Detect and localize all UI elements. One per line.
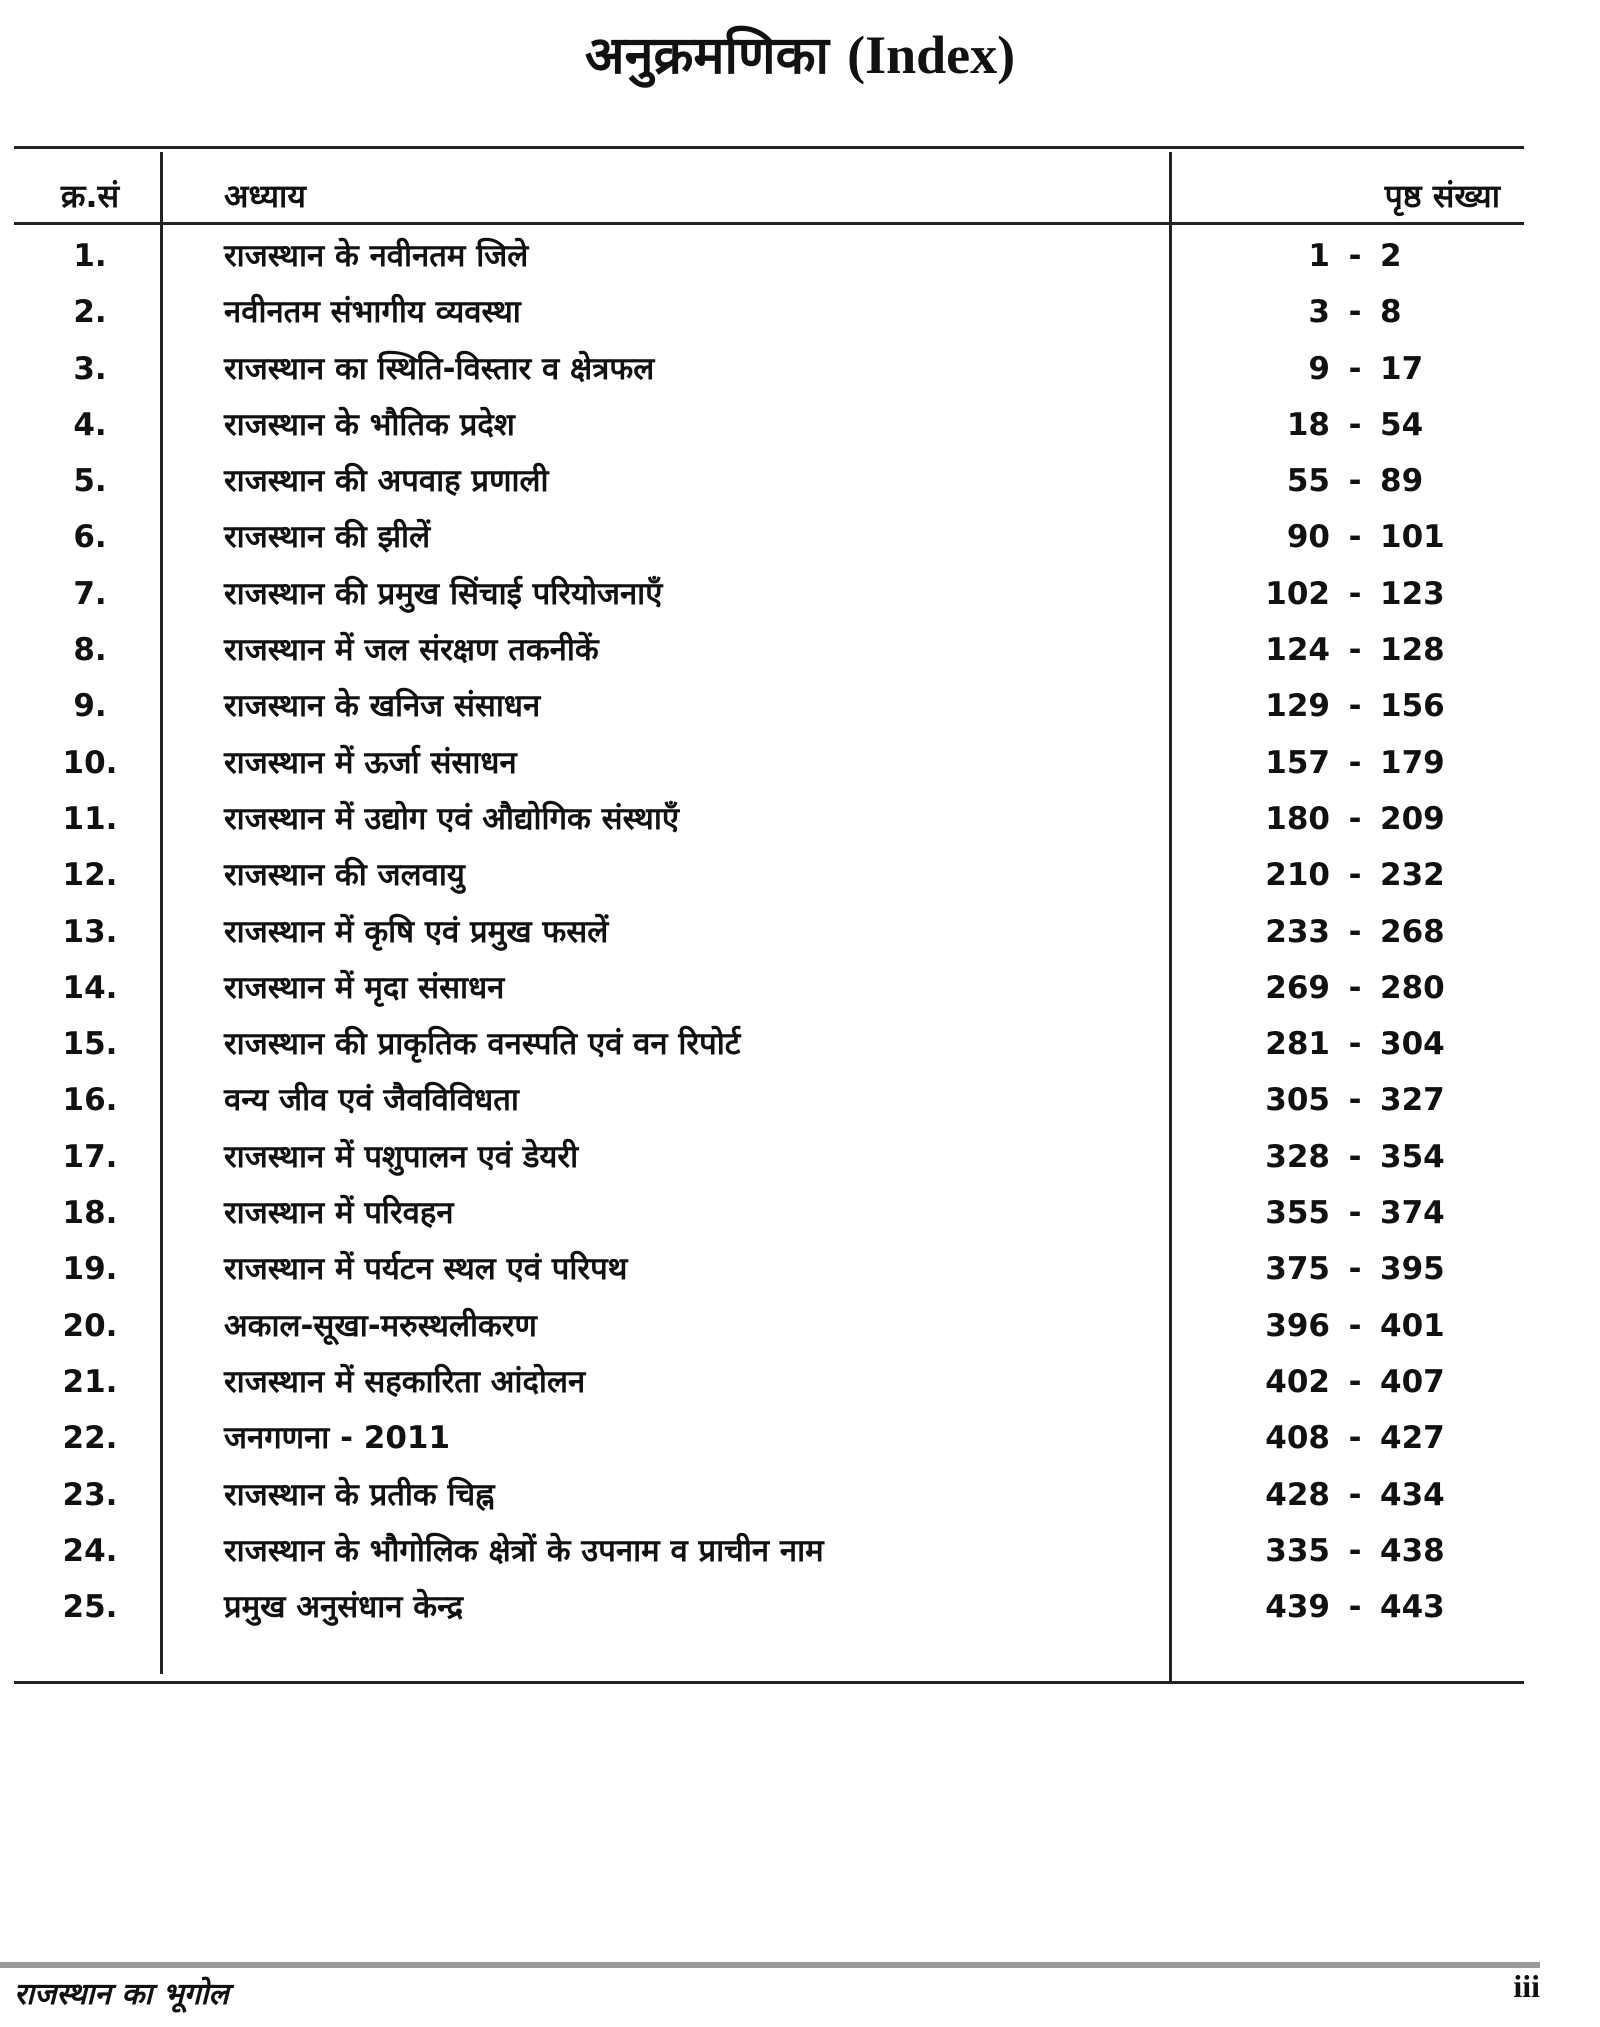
table-row (0, 735, 1600, 791)
row-page-dash: - (1348, 519, 1362, 556)
row-chapter: राजस्थान के खनिज संसाधन (224, 688, 541, 725)
row-page-end: 374 (1380, 1195, 1445, 1232)
table-row (0, 678, 1600, 734)
table-top-rule (14, 146, 1524, 149)
row-page-end: 395 (1380, 1251, 1445, 1288)
row-page-dash: - (1348, 1589, 1362, 1626)
row-chapter: राजस्थान में जल संरक्षण तकनीकें (224, 632, 599, 669)
row-page-start: 355 (1265, 1195, 1330, 1232)
row-serial: 12. (62, 857, 118, 894)
row-page-end: 304 (1380, 1026, 1445, 1063)
row-page-end: 209 (1380, 800, 1445, 837)
row-page-end: 438 (1380, 1532, 1445, 1569)
row-page-dash: - (1348, 1082, 1362, 1119)
table-row (0, 397, 1600, 453)
footer-rule (0, 1962, 1540, 1968)
table-row (0, 284, 1600, 340)
row-page-start: 233 (1265, 913, 1330, 950)
header-serial: क्र.सं (60, 177, 120, 215)
row-page-dash: - (1348, 1363, 1362, 1400)
row-page-start: 305 (1265, 1082, 1330, 1119)
table-row (0, 622, 1600, 678)
row-chapter: वन्य जीव एवं जैवविविधता (224, 1082, 519, 1119)
table-header-rule (14, 222, 1524, 225)
table-row (0, 1579, 1600, 1635)
row-page-start: 129 (1265, 688, 1330, 725)
row-chapter: राजस्थान में ऊर्जा संसाधन (224, 744, 517, 781)
row-chapter: राजस्थान में उद्योग एवं औद्योगिक संस्थाएँ (224, 800, 680, 837)
row-page-dash: - (1348, 969, 1362, 1006)
table-row (0, 1298, 1600, 1354)
row-page-start: 180 (1265, 800, 1330, 837)
row-chapter: राजस्थान की जलवायु (224, 857, 465, 894)
footer-book-title: राजस्थान का भूगोल (14, 1977, 229, 2012)
row-chapter: राजस्थान में सहकारिता आंदोलन (224, 1363, 586, 1400)
row-page-dash: - (1348, 463, 1362, 500)
table-row (0, 791, 1600, 847)
row-serial: 23. (62, 1476, 118, 1513)
row-page-start: 396 (1265, 1307, 1330, 1344)
row-serial: 4. (73, 406, 107, 443)
row-page-end: 327 (1380, 1082, 1445, 1119)
row-page-end: 443 (1380, 1589, 1445, 1626)
row-serial: 21. (62, 1363, 118, 1400)
row-page-end: 401 (1380, 1307, 1445, 1344)
row-page-start: 9 (1308, 350, 1330, 387)
row-serial: 20. (62, 1307, 118, 1344)
table-row (0, 1016, 1600, 1072)
row-page-end: 123 (1380, 575, 1445, 612)
row-serial: 10. (62, 744, 118, 781)
row-page-dash: - (1348, 575, 1362, 612)
row-chapter: जनगणना - 2011 (224, 1420, 451, 1457)
row-page-dash: - (1348, 744, 1362, 781)
row-serial: 9. (73, 688, 107, 725)
table-row (0, 847, 1600, 903)
row-page-start: 402 (1265, 1363, 1330, 1400)
row-page-start: 335 (1265, 1532, 1330, 1569)
row-serial: 8. (73, 632, 107, 669)
row-page-dash: - (1348, 1420, 1362, 1457)
row-page-end: 268 (1380, 913, 1445, 950)
row-chapter: नवीनतम संभागीय व्यवस्था (224, 294, 521, 331)
row-page-end: 8 (1380, 294, 1402, 331)
table-row (0, 228, 1600, 284)
row-page-end: 17 (1380, 350, 1424, 387)
row-chapter: अकाल-सूखा-मरुस्थलीकरण (224, 1307, 537, 1344)
row-page-start: 102 (1265, 575, 1330, 612)
row-page-dash: - (1348, 632, 1362, 669)
row-page-end: 179 (1380, 744, 1445, 781)
row-serial: 16. (62, 1082, 118, 1119)
row-serial: 17. (62, 1138, 118, 1175)
row-chapter: राजस्थान में कृषि एवं प्रमुख फसलें (224, 913, 609, 950)
row-page-start: 90 (1286, 519, 1330, 556)
row-page-start: 3 (1308, 294, 1330, 331)
row-serial: 15. (62, 1026, 118, 1063)
row-page-start: 157 (1265, 744, 1330, 781)
row-serial: 25. (62, 1589, 118, 1626)
row-serial: 22. (62, 1420, 118, 1457)
row-page-dash: - (1348, 350, 1362, 387)
row-chapter: राजस्थान की प्रमुख सिंचाई परियोजनाएँ (224, 575, 663, 612)
row-serial: 19. (62, 1251, 118, 1288)
page-title-latin: (Index) (847, 25, 1016, 85)
row-page-dash: - (1348, 857, 1362, 894)
row-chapter: राजस्थान में परिवहन (224, 1195, 454, 1232)
row-page-dash: - (1348, 913, 1362, 950)
row-page-start: 439 (1265, 1589, 1330, 1626)
page-title (0, 18, 1600, 89)
row-page-start: 408 (1265, 1420, 1330, 1457)
table-row (0, 1523, 1600, 1579)
row-page-dash: - (1348, 1251, 1362, 1288)
row-chapter: राजस्थान में पर्यटन स्थल एवं परिपथ (224, 1251, 628, 1288)
row-serial: 24. (62, 1532, 118, 1569)
row-page-dash: - (1348, 1138, 1362, 1175)
row-page-dash: - (1348, 1476, 1362, 1513)
page-title-hindi: अनुक्रमणिका (584, 26, 829, 86)
table-row (0, 1241, 1600, 1297)
row-chapter: राजस्थान में मृदा संसाधन (224, 969, 505, 1006)
header-page: पृष्ठ संख्या (1384, 177, 1500, 215)
row-page-start: 210 (1265, 857, 1330, 894)
table-row (0, 1410, 1600, 1466)
table-row (0, 453, 1600, 509)
row-serial: 5. (73, 463, 107, 500)
table-row (0, 509, 1600, 565)
row-page-end: 2 (1380, 238, 1402, 274)
row-page-start: 55 (1286, 463, 1330, 500)
header-chapter: अध्याय (224, 177, 306, 215)
table-row (0, 1185, 1600, 1241)
row-page-dash: - (1348, 1532, 1362, 1569)
table-row (0, 1354, 1600, 1410)
row-page-dash: - (1348, 1307, 1362, 1344)
row-serial: 2. (73, 294, 107, 331)
row-serial: 11. (62, 800, 118, 837)
row-page-start: 269 (1265, 969, 1330, 1006)
row-page-end: 101 (1380, 519, 1445, 556)
index-table-body (0, 228, 1600, 1635)
row-page-end: 89 (1380, 463, 1424, 500)
row-page-start: 18 (1286, 406, 1330, 443)
row-chapter: राजस्थान के नवीनतम जिले (224, 238, 529, 274)
row-page-dash: - (1348, 406, 1362, 443)
row-page-start: 1 (1308, 238, 1330, 274)
table-row (0, 566, 1600, 622)
row-page-dash: - (1348, 294, 1362, 331)
row-page-start: 428 (1265, 1476, 1330, 1513)
row-page-end: 54 (1380, 406, 1424, 443)
row-serial: 6. (73, 519, 107, 556)
row-chapter: प्रमुख अनुसंधान केन्द्र (224, 1589, 464, 1626)
row-page-start: 124 (1265, 632, 1330, 669)
row-page-end: 427 (1380, 1420, 1445, 1457)
row-chapter: राजस्थान की झीलें (224, 519, 431, 556)
row-serial: 1. (73, 238, 107, 274)
row-serial: 14. (62, 969, 118, 1006)
row-page-end: 156 (1380, 688, 1445, 725)
row-serial: 7. (73, 575, 107, 612)
row-serial: 13. (62, 913, 118, 950)
row-page-end: 232 (1380, 857, 1445, 894)
table-row (0, 1129, 1600, 1185)
row-page-start: 375 (1265, 1251, 1330, 1288)
row-serial: 3. (73, 350, 107, 387)
table-row (0, 960, 1600, 1016)
table-bottom-rule (14, 1681, 1524, 1684)
row-page-start: 328 (1265, 1138, 1330, 1175)
row-chapter: राजस्थान के प्रतीक चिह्न (224, 1476, 495, 1513)
row-page-dash: - (1348, 1195, 1362, 1232)
row-chapter: राजस्थान के भौतिक प्रदेश (224, 406, 515, 443)
row-page-end: 354 (1380, 1138, 1445, 1175)
row-chapter: राजस्थान में पशुपालन एवं डेयरी (224, 1138, 579, 1175)
row-page-dash: - (1348, 1026, 1362, 1063)
table-row (0, 1072, 1600, 1128)
footer-page-number: iii (1513, 1968, 1540, 2004)
row-chapter: राजस्थान की अपवाह प्रणाली (224, 463, 549, 500)
row-page-end: 280 (1380, 969, 1445, 1006)
table-row (0, 904, 1600, 960)
row-page-end: 128 (1380, 632, 1445, 669)
table-row (0, 1467, 1600, 1523)
row-chapter: राजस्थान का स्थिति-विस्तार व क्षेत्रफल (224, 350, 655, 387)
row-page-start: 281 (1265, 1026, 1330, 1063)
row-page-dash: - (1348, 688, 1362, 725)
row-page-dash: - (1348, 238, 1362, 274)
row-page-end: 434 (1380, 1476, 1445, 1513)
row-page-end: 407 (1380, 1363, 1445, 1400)
table-row (0, 341, 1600, 397)
row-chapter: राजस्थान के भौगोलिक क्षेत्रों के उपनाम व प्राचीन नाम (224, 1532, 824, 1569)
row-serial: 18. (62, 1195, 118, 1232)
row-page-dash: - (1348, 800, 1362, 837)
row-chapter: राजस्थान की प्राकृतिक वनस्पति एवं वन रिपोर्ट (224, 1026, 741, 1063)
